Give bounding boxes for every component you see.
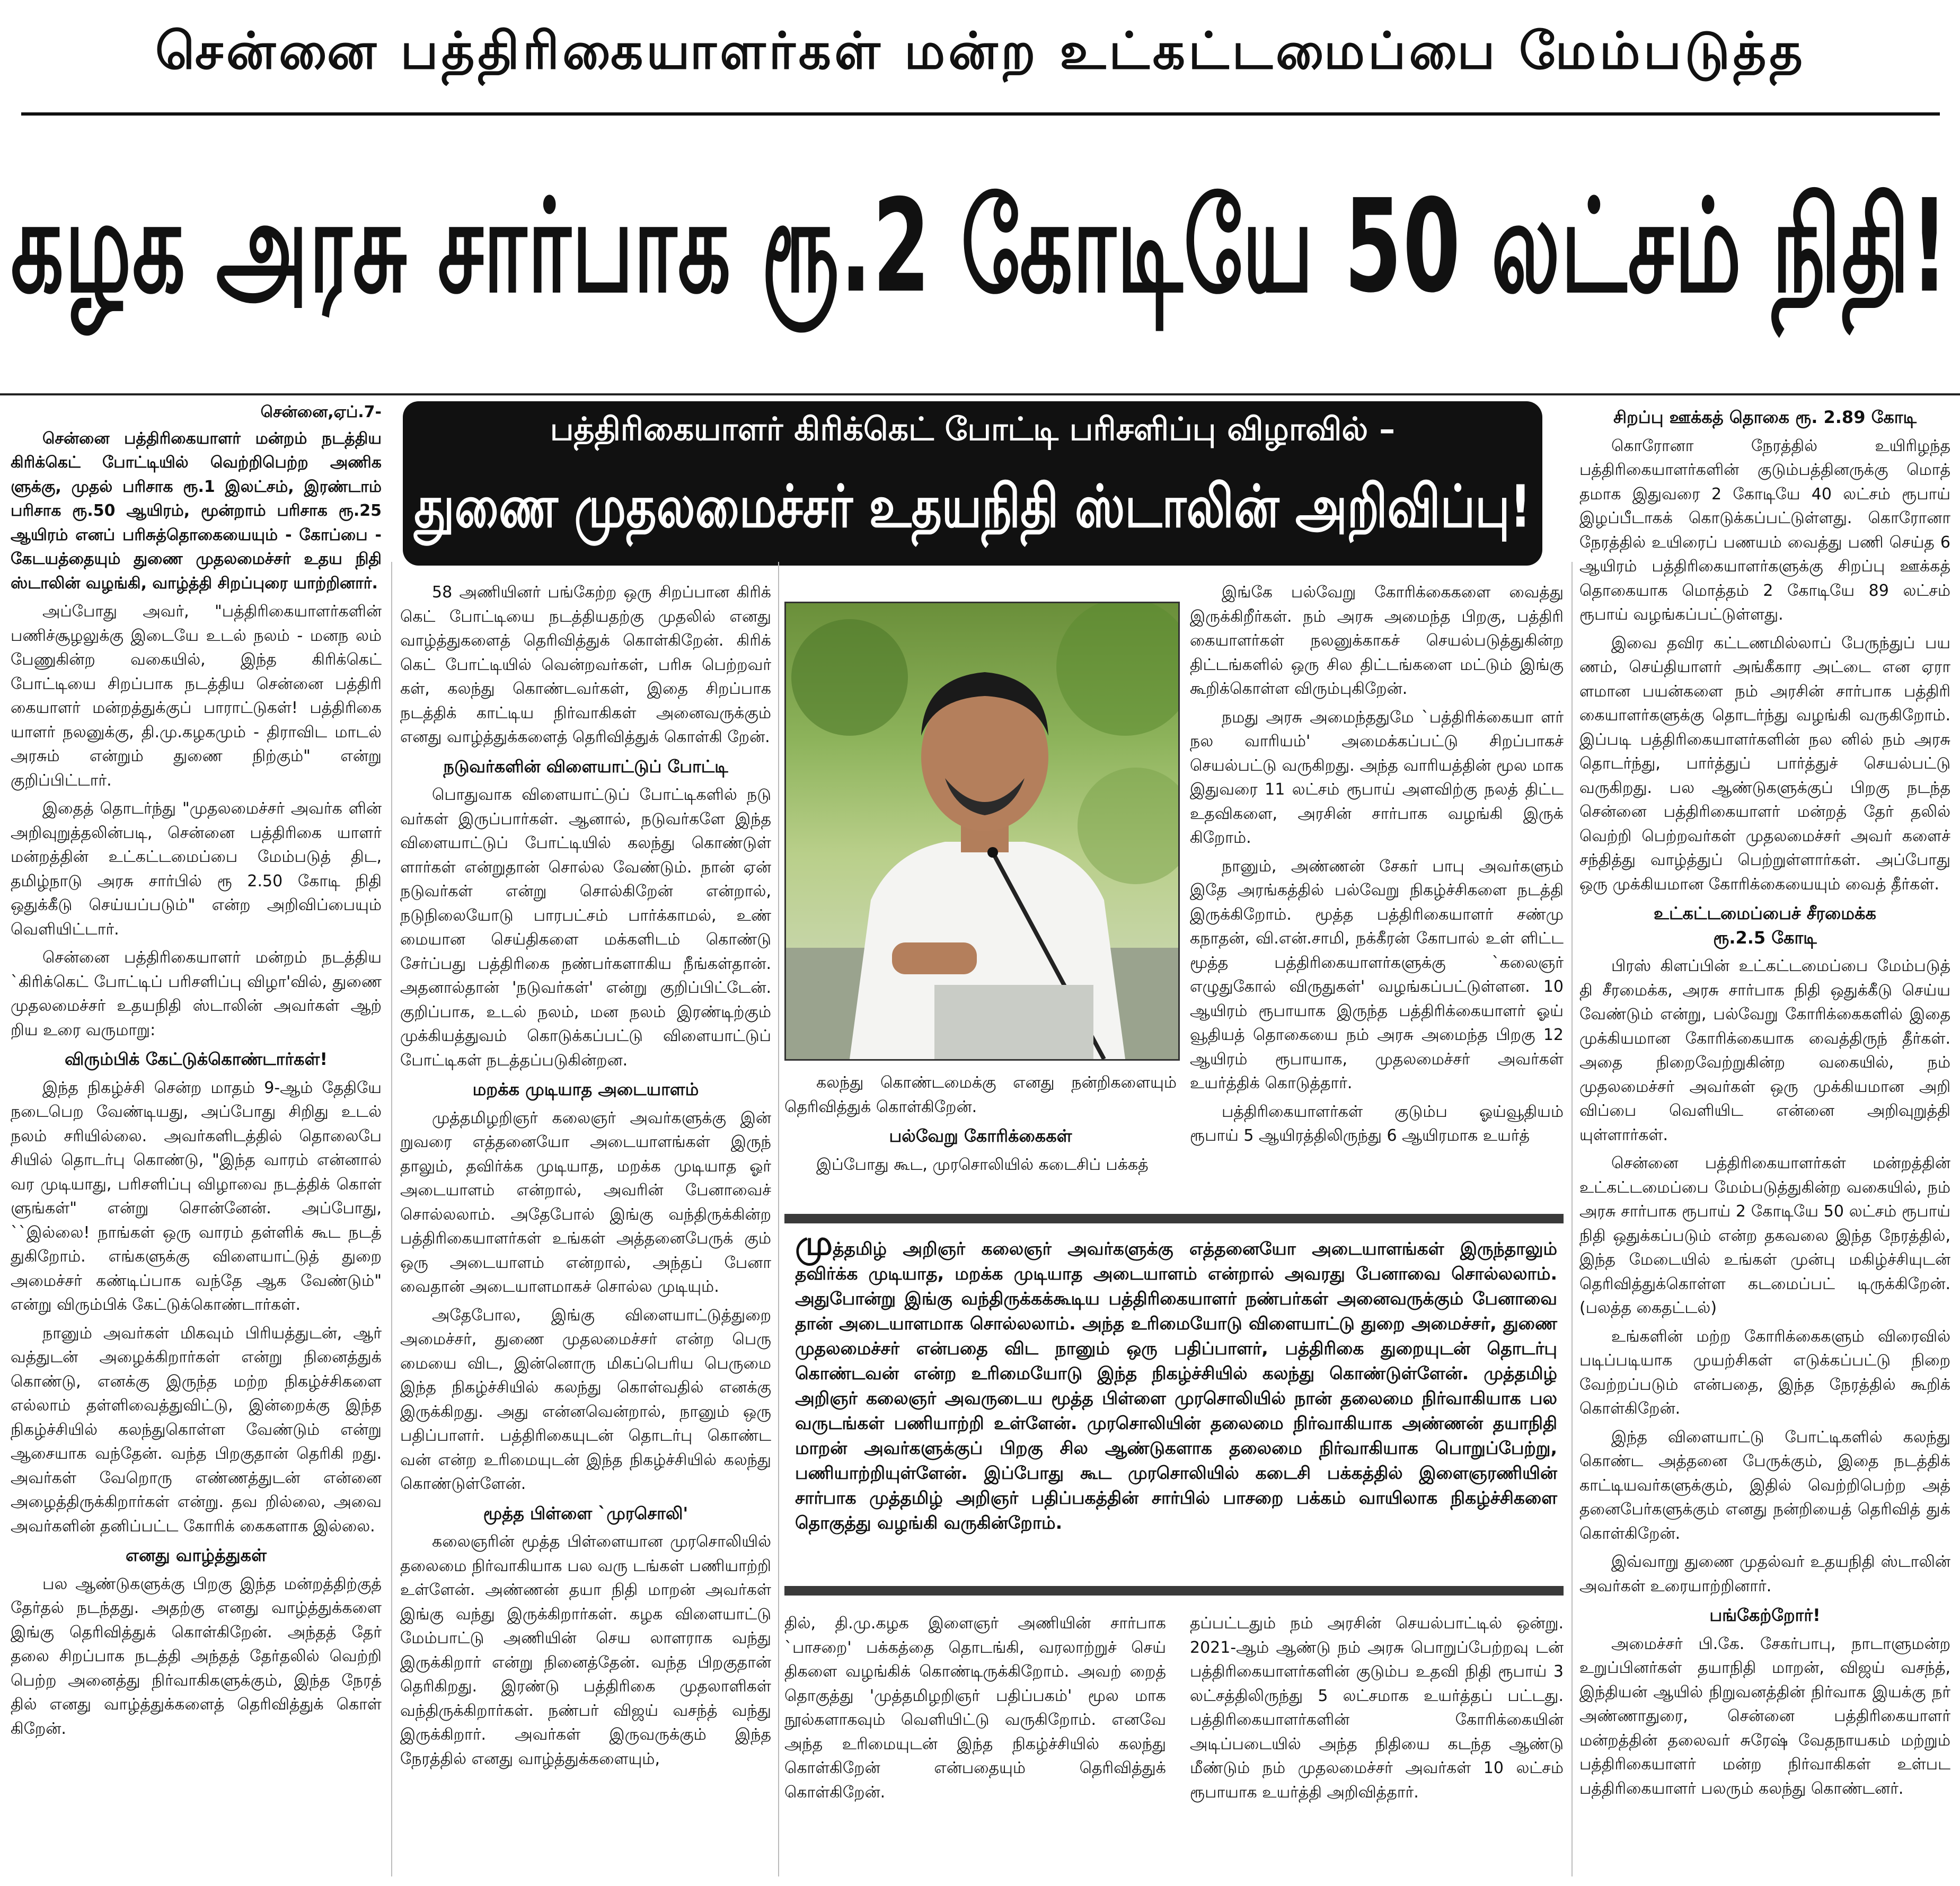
column-4 (1190, 580, 1564, 1209)
paragraph: தப்பட்டதும் நம் அரசின் செயல்பாட்டில் ஒன்று. 2021-ஆம் ஆண்டு நம் அரசு பொறுப்பேற்றவு டன் பத்திரிகையாளர்களின் குடும்ப உதவி நிதி ரூபாய் 3 லட்சத்திலிருந்து 5 லட்சமாக உயர்த்தப் பட்டது. பத்திரிகையாளர்களின் கோரிக்கையின் அடிப்படையில் அந்த நிதியை கடந்த ஆண்டு மீண்டும் நம் முதலமைச்சர் அவர்கள் 10 லட்சம் ரூபாயாக உயர்த்தி அறிவித்தார். (1190, 1614, 1564, 1802)
paragraph: இப்போது கூட, முரசொலியில் கடைசிப் பக்கத் (816, 1155, 1149, 1174)
banner-kicker: பத்திரிகையாளர் கிரிக்கெட் போட்டி பரிசளிப்பு விழாவில் – (550, 411, 1396, 448)
column-3-bottom (784, 1611, 1166, 1879)
subheading: மறக்க முடியாத அடையாளம் (472, 1079, 699, 1099)
column-rule (1571, 562, 1573, 1876)
subheading: பல்வேறு கோரிக்கைகள் (889, 1126, 1072, 1146)
paragraph: கலைஞரின் மூத்த பிள்ளையான முரசொலியில் தலைமை நிர்வாகியாக பல வரு டங்கள் பணியாற்றி உள்ளேன். அண்ணன் தயா நிதி மாறன் அவர்கள் இங்கு வந்து இருக்கிறார்கள். கழக விளையாட்டு மேம்பாட்டு அணியின் செய லாளராக வந்து இருக்கிறார் என்று நினைத்தேன். வந்த பிறகுதான் தெரிகிறது. இரண்டு பத்திரிகை முதலாளிகள் வந்திருக்கிறார்கள். நண்பர் விஜய் வசந்த் வந்து இருக்கிறார். அவர்கள் இருவருக்கும் இந்த நேரத்தில் எனது வாழ்த்துக்களையும், (400, 1532, 771, 1768)
photo-caption: கலந்து கொண்டமைக்கு எனது நன்றிகளையும் தெரிவித்துக் கொள்கிறேன். (784, 1073, 1177, 1116)
column-3 (784, 1071, 1177, 1209)
paragraph: கொரோனா நேரத்தில் உயிரிழந்த பத்திரிகையாளர்களின் குடும்பத்தினருக்கு மொத் தமாக இதுவரை 2 கோடியே 40 லட்சம் ரூபாய் இழப்பீடாகக் கொடுக்கப்பட்டுள்ளது. கொரோனா நேரத்தில் உயிரைப் பணயம் வைத்து பணி செய்த 6 ஆயிரம் பத்திரிகையாளர்களுக்கு சிறப்பு ஊக்கத் தொகையாக மொத்தம் 2 கோடியே 89 லட்சம் ரூபாய் வழங்கப்பட்டுள்ளது. (1579, 436, 1950, 624)
paragraph: இதைத் தொடர்ந்து "முதலமைச்சர் அவர்க ளின் அறிவுறுத்தலின்படி, சென்னை பத்திரிகை யாளர் மன்றத்தின் உட்கட்டமைப்பை மேம்படுத் திட, தமிழ்நாடு அரசு சார்பில் ரூ 2.50 கோடி நிதி ஒதுக்கீடு செய்யப்படும்" என்ற அறிவிப்பையும் வெளியிட்டார். (11, 799, 382, 939)
subheading: எனது வாழ்த்துகள் (126, 1545, 267, 1565)
paragraph: பத்திரிகையாளர்கள் குடும்ப ஓய்வூதியம் ரூபாய் 5 ஆயிரத்திலிருந்து 6 ஆயிரமாக உயர்த் (1190, 1102, 1564, 1145)
paragraph: நானும், அண்ணன் சேகர் பாபு அவர்களும் இதே அரங்கத்தில் பல்வேறு நிகழ்ச்சிகளை நடத்தி இருக்கிறோம். மூத்த பத்திரிகையாளர் சண்மு கநாதன், வி.என்.சாமி, நக்கீரன் கோபால் உள் ளிட்ட மூத்த பத்திரிகையாளர்களுக்கு `கலைஞர் எழுதுகோல் விருதுகள்' வழங்கப்பட்டுள்ளன. 10 ஆயிரம் ரூபாயாக இருந்த பத்திரிக்கையாளர் ஓய் வூதியத் தொகையை நம் அரசு அமைந்த பிறகு 12 ஆயிரம் ரூபாயாக, முதலமைச்சர் அவர்கள் உயர்த்திக் கொடுத்தார். (1190, 857, 1564, 1092)
subheading: நடுவர்களின் விளையாட்டுப் போட்டி (443, 756, 728, 777)
column-1 (11, 400, 382, 1879)
paragraph: சென்னை பத்திரிகையாளர்கள் மன்றத்தின் உட்கட்டமைப்பை மேம்படுத்துகின்ற வகையில், நம் அரசு சார்பாக ரூபாய் 2 கோடியே 50 லட்சம் ரூபாய் நிதி ஒதுக்கப்படும் என்ற தகவலை இந்த நேரத்தில், இந்த மேடையில் உங்கள் முன்பு மகிழ்ச்சியுடன் தெரிவித்துக்கொள்ள கடமைப்பட் டிருக்கிறேன். (பலத்த கைதட்டல்) (1579, 1154, 1950, 1317)
pull-quote-text: த்தமிழ் அறிஞர் கலைஞர் அவர்களுக்கு எத்தனையோ அடையாளங்கள் இருந்தாலும் தவிர்க்க முடியாத, மறக்க முடியாத அடையாளம் என்றால் அவரது பேனாவை சொல்லலாம். அதுபோன்று இங்கு வந்திருக்கக்கூடிய பத்திரிகையாளர் நண்பர்கள் அனைவருக்கும் பேனாவை தான் அடையாளமாக சொல்லலாம். அந்த உரிமையோடு விளையாட்டு துறை அமைச்சர், துணை முதலமைச்சர் என்பதை விட நானும் ஒரு பதிப்பாளர், பத்திரிகை துறையுடன் தொடர்பு கொண்டவன் என்ற உரிமையோடு இந்த நிகழ்ச்சியில் கலந்து கொண்டுள்ளேன். முத்தமிழ் அறிஞர் கலைஞர் அவருடைய மூத்த பிள்ளை முரசொலியில் நான் தலைமை நிர்வாகியாக பல வருடங்கள் பணியாற்றி உள்ளேன். முரசொலியின் தலைமை நிர்வாகியாக அண்ணன் தயாநிதி மாறன் அவர்களுக்குப் பிறகு சில ஆண்டுகளாக தலைமை நிர்வாகியாக பொறுப்பேற்று, பணியாற்றியுள்ளேன். இப்போது கூட முரசொலியில் கடைசி பக்கத்தில் இளைஞரணியின் சார்பாக முத்தமிழ் அறிஞர் பதிப்பகத்தின் சார்பில் பாசறை பக்கம் வாயிலாக நிகழ்ச்சிகளை தொகுத்து வழங்கி வருகின்றோம். (795, 1238, 1557, 1533)
paragraph: பல ஆண்டுகளுக்கு பிறகு இந்த மன்றத்திற்குத் தேர்தல் நடந்தது. அதற்கு எனது வாழ்த்துக்களை இங்கு தெரிவித்துக் கொள்கிறேன். அந்தத் தேர் தலை சிறப்பாக நடத்தி அந்தத் தேர்தலில் வெற்றி பெற்ற அனைத்து நிர்வாகிகளுக்கும், இந்த நேரத் தில் எனது வாழ்த்துக்களைத் தெரிவித்துக் கொள் கிறேன். (11, 1574, 382, 1738)
lead-paragraph: சென்னை பத்திரிகையாளர் மன்றம் நடத்திய கிரிக்கெட் போட்டியில் வெற்றிபெற்ற அணிக ளுக்கு, முதல் பரிசாக ரூ.1 இலட்சம், இரண்டாம் பரிசாக ரூ.50 ஆயிரம், மூன்றாம் பரிசாக ரூ.25 ஆயிரம் எனப் பரிசுத்தொகையையும் - கோப்பை - கேடயத்தையும் துணை முதலமைச்சர் உதய நிதி ஸ்டாலின் வழங்கி, வாழ்த்தி சிறப்புரை யாற்றினார். (11, 429, 382, 593)
paragraph: இங்கே பல்வேறு கோரிக்கைகளை வைத்து இருக்கிறீர்கள். நம் அரசு அமைந்த பிறகு, பத்திரி கையாளர்கள் நலனுக்காகச் செயல்படுத்துகின்ற திட்டங்களில் ஒரு சில திட்டங்களை மட்டும் இங்கு கூறிக்கொள்ள விரும்புகிறேன். (1190, 583, 1564, 698)
column-rule (391, 562, 392, 1876)
paragraph: பொதுவாக விளையாட்டுப் போட்டிகளில் நடு வர்கள் இருப்பார்கள். ஆனால், நடுவர்களே இந்த விளையாட்டுப் போட்டியில் கலந்து கொண்டுள் ளார்கள் என்றுதான் சொல்ல வேண்டும். நான் ஏன் நடுவர்கள் என்று சொல்கிறேன் என்றால், நடுநிலையோடு பாரபட்சம் பார்க்காமல், உண் மையான செய்திகளை மக்களிடம் கொண்டு சேர்ப்பது பத்திரிகை நண்பர்களாகிய நீங்கள்தான். அதனால்தான் 'நடுவர்கள்' என்று குறிப்பிட்டேன். குறிப்பாக, உடல் நலம், மன நலம் இரண்டிற்கும் முக்கியத்துவம் கொடுக்கப்பட்டு விளையாட்டுப் போட்டிகள் நடத்தப்படுகின்றன. (400, 786, 771, 1070)
paragraph: சென்னை பத்திரிகையாளர் மன்றம் நடத்திய `கிரிக்கெட் போட்டிப் பரிசளிப்பு விழா'வில், துணை முதலமைச்சர் உதயநிதி ஸ்டாலின் அவர்கள் ஆற் றிய உரை வருமாறு: (11, 948, 382, 1039)
column-2 (400, 580, 771, 1879)
paragraph: நமது அரசு அமைந்ததுமே `பத்திரிக்கையா ளர் நல வாரியம்' அமைக்கப்பட்டு சிறப்பாகச் செயல்பட்டு வருகிறது. அந்த வாரியத்தின் மூல மாக இதுவரை 11 லட்சம் ரூபாய் அளவிற்கு நலத் திட்ட உதவிகளை, அரசின் சார்பாக வழங்கி இருக் கிறோம். (1190, 708, 1564, 847)
paragraph: 58 அணியினர் பங்கேற்ற ஒரு சிறப்பான கிரிக் கெட் போட்டியை நடத்தியதற்கு முதலில் எனது வாழ்த்துகளைத் தெரிவித்துக் கொள்கிறேன். கிரிக் கெட் போட்டியில் வென்றவர்கள், பரிசு பெற்றவர் கள், கலந்து கொண்டவர்கள், இதை சிறப்பாக நடத்திக் காட்டிய நிர்வாகிகள் அனைவருக்கும் எனது வாழ்த்துக்களைத் தெரிவித்துக் கொள்கி றேன். (400, 583, 771, 746)
paragraph: இவை தவிர கட்டணமில்லாப் பேருந்துப் பய ணம், செய்தியாளர் அங்கீகார அட்டை என ஏரா ளமான பயன்களை நம் அரசின் சார்பாக பத்திரி கையாளர்களுக்கு தொடர்ந்து வழங்கி வருகிறோம். இப்படி பத்திரிகையாளர்களின் நல னில் நம் அரசு தொடர்ந்து, பார்த்துப் பார்த்துச் செயல்பட்டு வருகிறது. பல ஆண்டுகளுக்குப் பிறகு நடந்த சென்னை பத்திரிகையாளர் மன்றத் தேர் தலில் வெற்றி பெற்றவர்கள் முதலமைச்சர் அவர் களைச் சந்தித்து வாழ்த்துப் பெற்றுள்ளார்கள். அப்போது ஒரு முக்கியமான கோரிக்கையையும் வைத் தீர்கள். (1579, 633, 1950, 894)
paragraph: அமைச்சர் பி.கே. சேகர்பாபு, நாடாளுமன்ற உறுப்பினர்கள் தயாநிதி மாறன், விஜய் வசந்த், இந்தியன் ஆயில் நிறுவனத்தின் நிர்வாக இயக்கு நர் அண்ணாதுரை, சென்னை பத்திரிகையாளர் மன்றத்தின் தலைவர் சுரேஷ் வேதநாயகம் மற்றும் பத்திரிகையாளர் மன்ற நிர்வாகிகள் உள்பட பத்திரிகையாளர் பலரும் கலந்து கொண்டனர். (1579, 1634, 1950, 1798)
column-rule (778, 562, 779, 1876)
dateline: சென்னை,ஏப்.7- (260, 403, 382, 421)
paragraph: முத்தமிழறிஞர் கலைஞர் அவர்களுக்கு இன் றுவரை எத்தனையோ அடையாளங்கள் இருந் தாலும், தவிர்க்க முடியாத, மறக்க முடியாத ஓர் அடையாளம் என்றால், அவரின் பேனாவைச் சொல்லலாம். அதேபோல் இங்கு வந்திருக்கின்ற பத்திரிகையாளர்கள் உங்கள் அத்தனைபேருக் கும் ஒரு அடையாளம் என்றால், அந்தப் பேனா வைதான் அடையாளமாகச் சொல்ல முடியும். (400, 1108, 771, 1296)
speaker-photo (784, 602, 1180, 1061)
paragraph: நானும் அவர்கள் மிகவும் பிரியத்துடன், ஆர் வத்துடன் அழைக்கிறார்கள் என்று நினைத்துக் கொண்டு, எனக்கு இருந்த மற்ற நிகழ்ச்சிகளை எல்லாம் தள்ளிவைத்துவிட்டு, இன்றைக்கு இந்த நிகழ்ச்சியில் கலந்துகொள்ள வேண்டும் என்று ஆசையாக வந்தேன். வந்த பிறகுதான் தெரிகி றது. அவர்கள் வேறொரு எண்ணத்துடன் என்னை அழைத்திருக்கிறார்கள் என்று. தவ றில்லை, அவை அவர்களின் தனிப்பட்ட கோரிக் கைகளாக இல்லை. (11, 1324, 382, 1536)
paragraph: இவ்வாறு துணை முதல்வர் உதயநிதி ஸ்டாலின் அவர்கள் உரையாற்றினார். (1579, 1553, 1950, 1596)
paragraph: இந்த விளையாட்டு போட்டிகளில் கலந்து கொண்ட அத்தனை பேருக்கும், இதை நடத்திக் காட்டியவர்களுக்கும், இதில் வெற்றிபெற்ற அத் தனைபேர்களுக்கும் எனது நன்றியைத் தெரிவித் துக் கொள்கிறேன். (1579, 1427, 1950, 1543)
subheading: உட்கட்டமைப்பைச் சீரமைக்க (1654, 903, 1876, 923)
paragraph: அதேபோல, இங்கு விளையாட்டுத்துறை அமைச்சர், துணை முதலமைச்சர் என்ற பெரு மையை விட, இன்னொரு மிகப்பெரிய பெருமை இந்த நிகழ்ச்சியில் கலந்து கொள்வதில் எனக்கு இருக்கிறது. அது என்னவென்றால், நானும் ஒரு பதிப்பாளர். பத்திரிகையுடன் தொடர்பு கொண்ட வன் என்ற உரிமையுடன் இந்த நிகழ்ச்சியில் கலந்து கொண்டுள்ளேன். (400, 1306, 771, 1493)
divider (0, 393, 1960, 395)
subheading: பங்கேற்றோர்! (1709, 1605, 1821, 1625)
drop-cap: மு (795, 1224, 833, 1263)
paragraph: தில், தி.மு.கழக இளைஞர் அணியின் சார்பாக `பாசறை' பக்கத்தை தொடங்கி, வரலாற்றுச் செய் திகளை வழங்கிக் கொண்டிருக்கிறோம். அவற் றைத் தொகுத்து 'முத்தமிழறிஞர் பதிப்பகம்' மூல மாக நூல்களாகவும் வெளியிட்டு வருகிறோம். எனவே அந்த உரிமையுடன் இந்த நிகழ்ச்சியில் கலந்து கொள்கிறேன் என்பதையும் தெரிவித்துக் கொள்கிறேன். (784, 1614, 1166, 1802)
banner-subhead: துணை முதலமைச்சர் உதயநிதி ஸ்டாலின் அறிவிப்பு! (414, 472, 1531, 540)
pull-quote (784, 1214, 1564, 1596)
paragraph: பிரஸ் கிளப்பின் உட்கட்டமைப்பை மேம்படுத் தி சீரமைக்க, அரசு சார்பாக நிதி ஒதுக்கீடு செய்ய வேண்டும் என்று, பல்வேறு கோரிக்கைகளில் இதை முக்கியமான கோரிக்கையாக வைத்திருந் தீர்கள். அதை நிறைவேற்றுகின்ற வகையில், நம் முதலமைச்சர் அவர்கள் ஒரு முக்கியமான அறி விப்பை வெளியிட என்னை அறிவுறுத்தி யுள்ளார்கள். (1579, 957, 1950, 1144)
supra-headline: சென்னை பத்திரிகையாளர்கள் மன்ற உட்கட்டமைப்பை மேம்படுத்த (155, 21, 1806, 81)
column-4-bottom (1190, 1611, 1564, 1879)
column-5 (1579, 400, 1950, 1879)
paragraph: அப்போது அவர், "பத்திரிகையாளர்களின் பணிச்சூழலுக்கு இடையே உடல் நலம் - மனந லம் பேணுகின்ற வகையில், இந்த கிரிக்கெட் போட்டியை சிறப்பாக நடத்திய சென்னை பத்திரி கையாளர் மன்றத்துக்குப் பாராட்டுகள்! பத்திரிகை யாளர் நலனுக்கு, தி.மு.கழகமும் - திராவிட மாடல் அரசும் என்றும் துணை நிற்கும்" என்று குறிப்பிட்டார். (11, 602, 382, 790)
subheading: சிறப்பு ஊக்கத் தொகை ரூ. 2.89 கோடி (1613, 407, 1917, 427)
main-headline: கழக அரசு சார்பாக ரூ.2 கோடியே 50 லட்சம் நிதி! (11, 171, 1949, 321)
subheading: மூத்த பிள்ளை `முரசொலி' (483, 1503, 688, 1523)
photo-illustration (786, 603, 1178, 1059)
paragraph: உங்களின் மற்ற கோரிக்கைகளும் விரைவில் படிப்படியாக முயற்சிகள் எடுக்கப்பட்டு நிறை வேற்றப்படும் என்பதை, இந்த நேரத்தில் கூறிக் கொள்கிறேன். (1579, 1327, 1950, 1418)
subheading: ரூ.2.5 கோடி (1713, 927, 1817, 948)
subheading: விரும்பிக் கேட்டுக்கொண்டார்கள்! (65, 1049, 328, 1069)
paragraph: இந்த நிகழ்ச்சி சென்ற மாதம் 9-ஆம் தேதியே நடைபெற வேண்டியது, அப்போது சிறிது உடல் நலம் சரியில்லை. அவர்களிடத்தில் தொலைபே சியில் தொடர்பு கொண்டு, "இந்த வாரம் என்னால் வர முடியாது, பரிசளிப்பு விழாவை நடத்திக் கொள் ளுங்கள்" என்று சொன்னேன். அப்போது, ``இல்லை! நாங்கள் ஒரு வாரம் தள்ளிக் கூட நடத் துகிறோம். எங்களுக்கு விளையாட்டுத் துறை அமைச்சர் கண்டிப்பாக வந்தே ஆக வேண்டும்" என்று விரும்பிக் கேட்டுக்கொண்டார்கள். (11, 1078, 382, 1314)
banner (403, 401, 1542, 566)
